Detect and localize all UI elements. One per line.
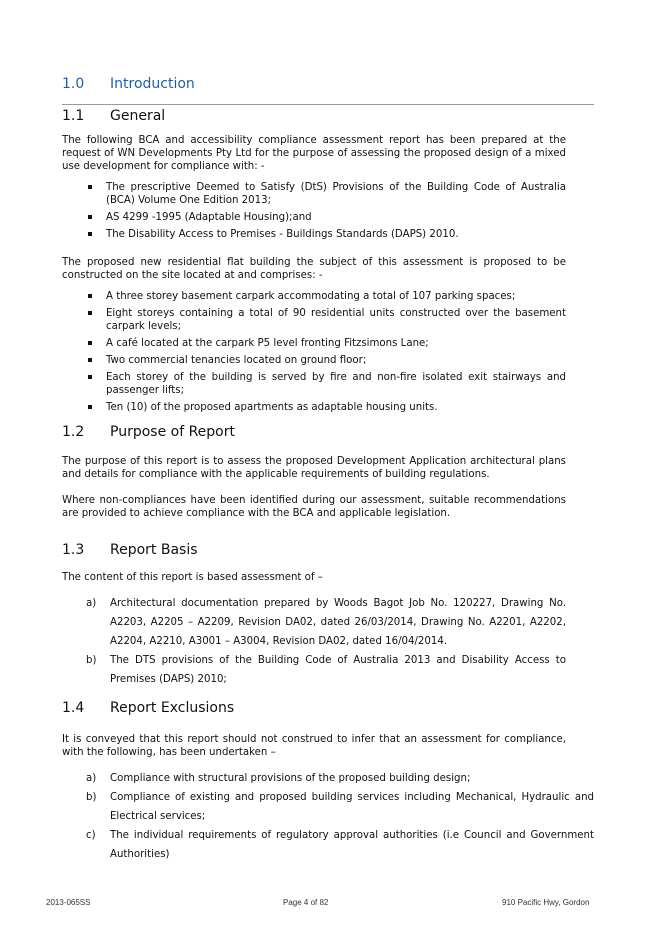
general-paragraph: The following BCA and accessibility compliance assessment report has been prepared at the request of WN Developments Pty Ltd for the purpose of assessing the proposed design of a mixed use development for compliance with: - (62, 135, 566, 172)
bullet-icon (88, 341, 92, 345)
general-bullet-list (86, 181, 566, 245)
heading-number: 1.1 (62, 108, 85, 124)
list-marker: a) (86, 598, 97, 609)
bullet-icon (88, 405, 92, 409)
list-item: Each storey of the building is served by fire and non-fire isolated exit stairways and passenger lifts; (86, 371, 566, 397)
section-title: Introduction (110, 76, 195, 92)
bullet-icon (88, 215, 92, 219)
exclusions-paragraph: It is conveyed that this report should not construed to infer that an assessment for compliance, with the following, has been undertaken – (62, 734, 566, 758)
purpose-paragraph-1: The purpose of this report is to assess the proposed Development Application architectural plans and details for compliance with the applicable requirements of building regulations. (62, 456, 566, 480)
list-item: Two commercial tenancies located on ground floor; (86, 354, 566, 367)
list-item: a) Architectural documentation prepared by Woods Bagot Job No. 120227, Drawing No. A2203, A2205 – A2209, Revision DA02, dated 26/03/2014, Drawing No. A2201, A2202, A2204, A2210, A3001 – A3004, Revision DA02, dated 16/04/2014. (86, 594, 566, 651)
section-heading-introduction (62, 76, 594, 105)
purpose-paragraph-2: Where non-compliances have been identified during our assessment, suitable recommendations are provided to achieve compliance with the BCA and applicable legislation. (62, 495, 566, 519)
list-item: c) The individual requirements of regulatory approval authorities (i.e Council and Government Authorities) (86, 826, 594, 864)
site-paragraph: The proposed new residential flat building the subject of this assessment is proposed to be constructed on the site located at and comprises: - (62, 257, 566, 281)
list-item: Ten (10) of the proposed apartments as adaptable housing units. (86, 401, 566, 414)
list-marker: b) (86, 655, 97, 666)
exclusions-list (86, 769, 594, 864)
footer-page-number: Page 4 of 82 (283, 898, 329, 907)
list-marker: c) (86, 830, 96, 841)
heading-title: Report Basis (110, 542, 198, 558)
heading-number: 1.2 (62, 424, 85, 440)
list-item: The Disability Access to Premises - Buildings Standards (DAPS) 2010. (86, 228, 566, 241)
bullet-icon (88, 358, 92, 362)
list-marker: a) (86, 773, 97, 784)
list-item: AS 4299 -1995 (Adaptable Housing);and (86, 211, 566, 224)
basis-list (86, 594, 566, 689)
list-item: a) Compliance with structural provisions of the proposed building design; (86, 769, 594, 788)
list-item: b) The DTS provisions of the Building Code of Australia 2013 and Disability Access to Premises (DAPS) 2010; (86, 651, 566, 689)
list-item: b) Compliance of existing and proposed building services including Mechanical, Hydraulic and Electrical services; (86, 788, 594, 826)
list-item: The prescriptive Deemed to Satisfy (DtS) Provisions of the Building Code of Australia (BCA) Volume One Edition 2013; (86, 181, 566, 207)
list-marker: b) (86, 792, 97, 803)
list-item: A three storey basement carpark accommodating a total of 107 parking spaces; (86, 290, 566, 303)
heading-number: 1.3 (62, 542, 85, 558)
list-item: A café located at the carpark P5 level fronting Fitzsimons Lane; (86, 337, 566, 350)
bullet-icon (88, 185, 92, 189)
site-bullet-list (86, 290, 566, 418)
heading-title: Report Exclusions (110, 700, 235, 716)
heading-title: Purpose of Report (110, 424, 235, 440)
list-item: Eight storeys containing a total of 90 residential units constructed over the basement carpark levels; (86, 307, 566, 333)
footer-document-number: 2013-065SS (46, 898, 91, 907)
bullet-icon (88, 294, 92, 298)
footer-address: 910 Pacific Hwy, Gordon (502, 898, 590, 907)
bullet-icon (88, 375, 92, 379)
basis-paragraph: The content of this report is based assessment of – (62, 572, 323, 583)
heading-title: General (110, 108, 166, 124)
bullet-icon (88, 232, 92, 236)
bullet-icon (88, 311, 92, 315)
heading-number: 1.4 (62, 700, 85, 716)
section-number: 1.0 (62, 76, 85, 92)
